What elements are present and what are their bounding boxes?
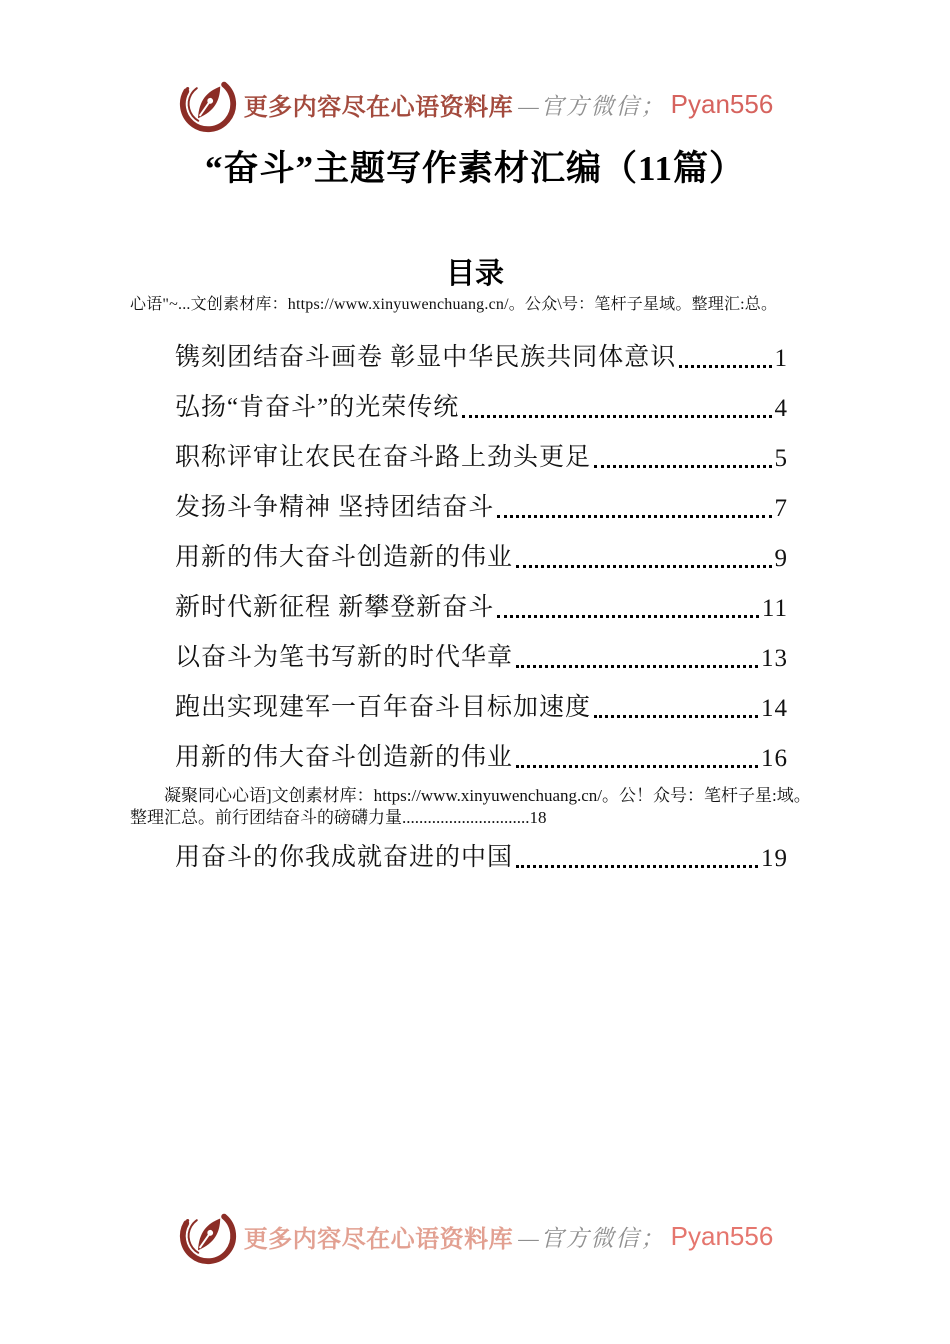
toc-dotted-leader bbox=[516, 565, 771, 568]
toc-dotted-leader bbox=[497, 515, 771, 518]
toc-dotted-leader bbox=[594, 715, 758, 718]
toc-page-number: 16 bbox=[761, 745, 788, 772]
watermark-notice-text: 凝聚同心心语]文创素材库：https://www.xinyuwenchuang.cn/。公！众号：笔杆子星:域。整理汇总。前行团结奋斗的磅礴力量 bbox=[130, 786, 811, 827]
toc-entry[interactable] bbox=[130, 532, 820, 582]
toc-entry-label: 跑出实现建军一百年奋斗目标加速度 bbox=[175, 694, 592, 721]
toc-entry-label: 职称评审让农民在奋斗路上劲头更足 bbox=[175, 444, 592, 471]
pen-logo-icon bbox=[177, 1205, 239, 1267]
toc-inline-page-number: 18 bbox=[529, 808, 547, 827]
toc-entry[interactable] bbox=[130, 432, 820, 482]
toc-dotted-leader bbox=[516, 665, 758, 668]
wechat-id: Pyan556 bbox=[670, 88, 774, 119]
toc-page-number: 11 bbox=[761, 595, 788, 622]
toc-inline-dots: .............................. bbox=[402, 808, 530, 827]
toc-page-number: 9 bbox=[774, 545, 788, 572]
toc-dotted-leader bbox=[679, 365, 771, 368]
wechat-id: Pyan556 bbox=[670, 1220, 774, 1251]
toc-page-number: 5 bbox=[774, 445, 788, 472]
toc-entry-label: 发扬斗争精神 坚持团结奋斗 bbox=[175, 494, 495, 521]
watermark-notice-mid bbox=[130, 785, 820, 829]
toc-dotted-leader bbox=[594, 465, 771, 468]
toc-page-number: 4 bbox=[774, 395, 788, 422]
toc-page-number: 14 bbox=[761, 695, 788, 722]
pen-logo-icon bbox=[177, 73, 239, 135]
wechat-label: —官方微信； bbox=[518, 1225, 666, 1251]
toc-entry-label: 用奋斗的你我成就奋进的中国 bbox=[175, 844, 514, 871]
watermark-notice-top: 心语"~...文创素材库：https://www.xinyuwenchuang.cn/。公众\号：笔杆子星域。整理汇:总。 bbox=[130, 296, 778, 313]
toc-heading: 目录 bbox=[445, 258, 504, 290]
toc-dotted-leader bbox=[497, 615, 759, 618]
toc-entry[interactable] bbox=[130, 482, 820, 532]
toc-entry-label: 用新的伟大奋斗创造新的伟业 bbox=[175, 544, 514, 571]
toc-dotted-leader bbox=[516, 765, 758, 768]
toc-list bbox=[130, 332, 820, 882]
toc-page-number: 7 bbox=[774, 495, 788, 522]
toc-entry[interactable] bbox=[130, 732, 820, 782]
toc-entry[interactable] bbox=[130, 332, 820, 382]
toc-entry-label: 镌刻团结奋斗画卷 彰显中华民族共同体意识 bbox=[175, 344, 677, 371]
toc-dotted-leader bbox=[516, 865, 758, 868]
toc-entry-label: 以奋斗为笔书写新的时代华章 bbox=[175, 644, 514, 671]
toc-entry[interactable] bbox=[130, 582, 820, 632]
toc-page-number: 13 bbox=[761, 645, 788, 672]
toc-entry[interactable] bbox=[130, 382, 820, 432]
toc-entry[interactable] bbox=[130, 832, 820, 882]
toc-entry[interactable] bbox=[130, 682, 820, 732]
page-title: “奋斗”主题写作素材汇编（11篇） bbox=[204, 149, 746, 188]
wechat-label: —官方微信； bbox=[518, 93, 666, 119]
toc-entry-label: 用新的伟大奋斗创造新的伟业 bbox=[175, 744, 514, 771]
brand-text: 更多内容尽在心语资料库 bbox=[243, 94, 514, 121]
toc-entry-label: 新时代新征程 新攀登新奋斗 bbox=[175, 594, 495, 621]
toc-page-number: 1 bbox=[774, 345, 788, 372]
toc-entry-label: 弘扬“肯奋斗”的光荣传统 bbox=[175, 394, 460, 421]
toc-page-number: 19 bbox=[761, 845, 788, 872]
brand-footer bbox=[0, 1204, 950, 1268]
toc-dotted-leader bbox=[462, 415, 771, 418]
toc-entry[interactable] bbox=[130, 632, 820, 682]
brand-header bbox=[0, 72, 950, 136]
brand-text: 更多内容尽在心语资料库 bbox=[243, 1226, 514, 1253]
